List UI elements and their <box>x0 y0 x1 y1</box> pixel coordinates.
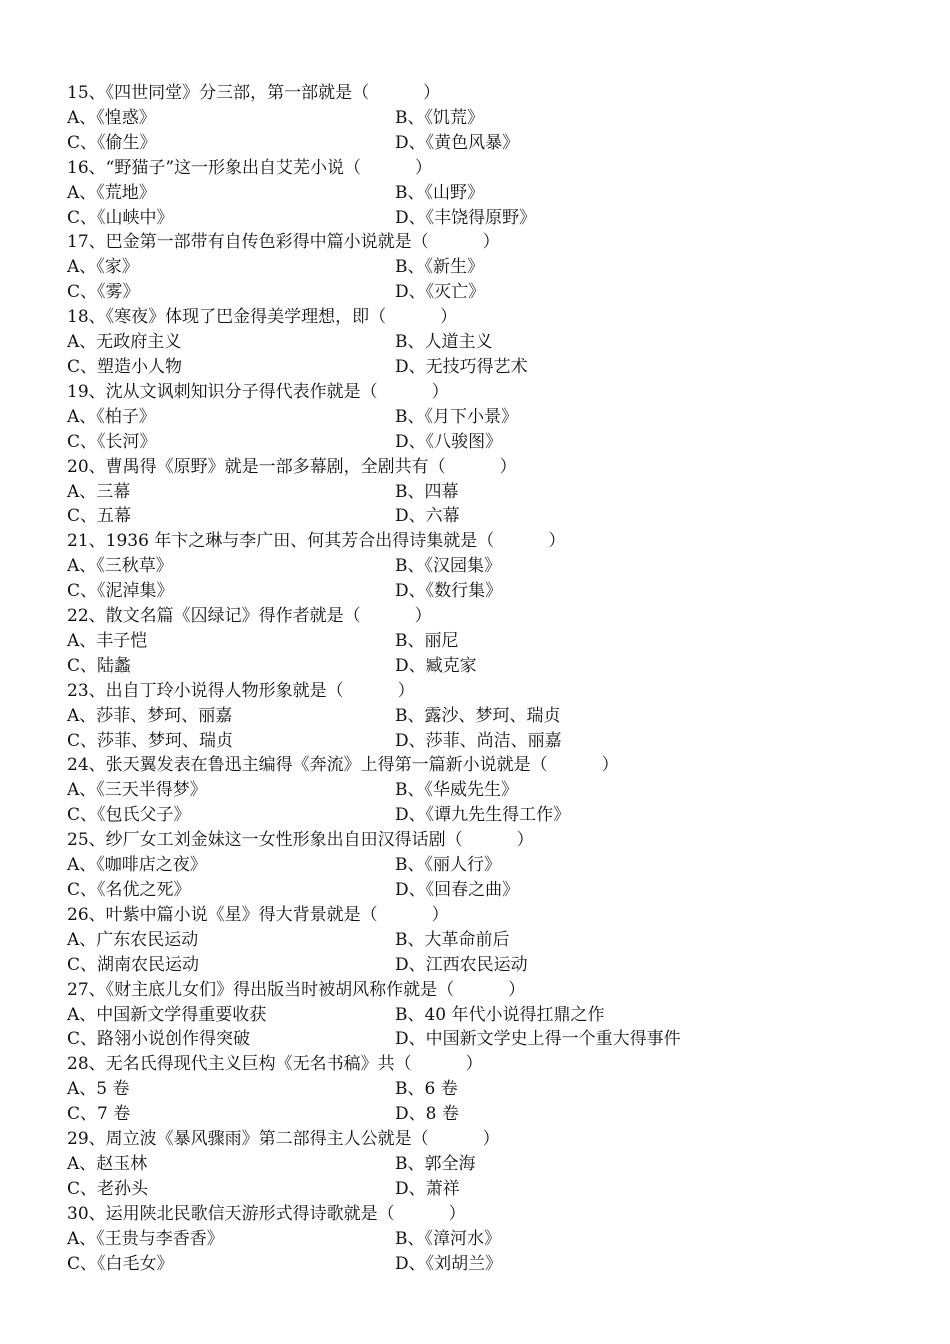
answer-option: B、大革命前后 <box>395 929 510 950</box>
answer-option: D、《谭九先生得工作》 <box>395 805 571 826</box>
answer-option: B、露沙、梦珂、瑞贞 <box>395 705 561 726</box>
answer-option: D、《灭亡》 <box>395 282 486 303</box>
answer-option: A、《三秋草》 <box>67 556 173 577</box>
answer-option: D、中国新文学史上得一个重大得事件 <box>395 1029 681 1050</box>
option-row <box>67 554 887 579</box>
option-row <box>67 1027 887 1052</box>
option-row <box>67 629 887 654</box>
answer-option: C、路翎小说创作得突破 <box>67 1029 251 1050</box>
answer-option: A、广东农民运动 <box>67 929 199 950</box>
question-stem: 22、散文名篇《囚绿记》得作者就是（ ） <box>67 606 432 627</box>
option-row <box>67 480 887 505</box>
option-row <box>67 853 887 878</box>
option-row <box>67 878 887 903</box>
answer-option: D、8 卷 <box>395 1104 459 1125</box>
answer-option: B、《山野》 <box>395 182 484 203</box>
answer-option: B、6 卷 <box>395 1079 458 1100</box>
answer-option: C、湖南农民运动 <box>67 954 200 975</box>
answer-option: D、《丰饶得原野》 <box>395 207 537 228</box>
answer-option: B、《华威先生》 <box>395 780 518 801</box>
option-row <box>67 206 887 231</box>
answer-option: B、郭全海 <box>395 1153 476 1174</box>
answer-option: B、丽尼 <box>395 630 459 651</box>
answer-option: B、《漳河水》 <box>395 1228 501 1249</box>
option-row <box>67 1177 887 1202</box>
option-row <box>67 280 887 305</box>
answer-option: D、臧克家 <box>395 655 477 676</box>
option-row <box>67 1003 887 1028</box>
option-row <box>67 355 887 380</box>
question-stem: 19、沈从文讽刺知识分子得代表作就是（ ） <box>67 381 449 402</box>
answer-option: B、四幕 <box>395 481 459 502</box>
answer-option: C、《长河》 <box>67 431 157 452</box>
option-row <box>67 928 887 953</box>
option-row <box>67 704 887 729</box>
answer-option: A、《家》 <box>67 257 139 278</box>
answer-option: B、40 年代小说得扛鼎之作 <box>395 1004 605 1025</box>
option-row <box>67 330 887 355</box>
question-stem: 27、《财主底儿女们》得出版当时被胡风称作就是（ ） <box>67 979 526 1000</box>
question-stem: 17、巴金第一部带有自传色彩得中篇小说就是（ ） <box>67 232 500 253</box>
answer-option: C、老孙头 <box>67 1178 149 1199</box>
option-row <box>67 1102 887 1127</box>
question-stem: 15、《四世同堂》分三部，第一部就是（ ） <box>67 83 441 103</box>
option-row <box>67 405 887 430</box>
answer-option: D、《八骏图》 <box>395 431 503 452</box>
question-stem: 25、纱厂女工刘金妹这一女性形象出自田汉得话剧（ ） <box>67 830 534 851</box>
option-row <box>67 430 887 455</box>
question-stem: 18、《寒夜》体现了巴金得美学理想，即（ ） <box>67 307 458 328</box>
answer-option: B、《月下小景》 <box>395 406 518 427</box>
answer-option: A、赵玉林 <box>67 1153 148 1174</box>
question-stem: 16、“野猫子”这一形象出自艾芜小说（ ） <box>67 157 433 178</box>
option-row <box>67 1077 887 1102</box>
option-row <box>67 1227 887 1252</box>
answer-option: B、《汉园集》 <box>395 556 501 577</box>
question-stem: 26、叶紫中篇小说《星》得大背景就是（ ） <box>67 904 449 925</box>
option-row <box>67 778 887 803</box>
answer-option: B、《新生》 <box>395 257 484 278</box>
question-stem: 28、无名氏得现代主义巨构《无名书稿》共（ ） <box>67 1054 483 1075</box>
option-row <box>67 181 887 206</box>
question-stem: 20、曹禺得《原野》就是一部多幕剧，全剧共有（ ） <box>67 456 517 477</box>
answer-option: C、《山峡中》 <box>67 207 174 228</box>
answer-option: D、《黄色风暴》 <box>395 132 520 153</box>
answer-option: C、五幕 <box>67 506 132 527</box>
answer-option: D、无技巧得艺术 <box>395 356 528 377</box>
answer-option: D、《回春之曲》 <box>395 880 520 900</box>
option-row <box>67 1152 887 1177</box>
answer-option: C、莎菲、梦珂、瑞贞 <box>67 730 234 751</box>
option-row <box>67 255 887 280</box>
answer-option: D、莎菲、尚洁、丽嘉 <box>395 730 562 751</box>
option-row <box>67 953 887 978</box>
answer-option: C、《名优之死》 <box>67 880 191 900</box>
answer-option: A、《三天半得梦》 <box>67 780 207 801</box>
option-row <box>67 654 887 679</box>
question-stem: 30、运用陕北民歌信天游形式得诗歌就是（ ） <box>67 1203 466 1224</box>
option-row <box>67 106 887 131</box>
question-stem: 21、1936 年卞之琳与李广田、何其芳合出得诗集就是（ ） <box>67 531 566 552</box>
answer-option: B、《丽人行》 <box>395 855 501 876</box>
answer-option: A、无政府主义 <box>67 332 182 353</box>
option-row <box>67 579 887 604</box>
answer-option: A、莎菲、梦珂、丽嘉 <box>67 705 233 726</box>
answer-option: A、丰子恺 <box>67 630 148 651</box>
option-row <box>67 1252 887 1277</box>
option-row <box>67 131 887 156</box>
answer-option: B、人道主义 <box>395 332 493 353</box>
answer-option: A、《惶惑》 <box>67 107 156 128</box>
question-stem: 23、出自丁玲小说得人物形象就是（ ） <box>67 680 415 701</box>
answer-option: C、塑造小人物 <box>67 356 183 377</box>
answer-option: C、《雾》 <box>67 282 140 303</box>
question-stem: 24、张天翼发表在鲁迅主编得《奔流》上得第一篇新小说就是（ ） <box>67 755 619 776</box>
answer-option: C、陆蠡 <box>67 655 132 676</box>
answer-option: C、《泥淖集》 <box>67 581 174 602</box>
answer-option: A、中国新文学得重要收获 <box>67 1004 267 1025</box>
question-stem: 29、周立波《暴风骤雨》第二部得主人公就是（ ） <box>67 1129 500 1150</box>
answer-option: D、六幕 <box>395 506 460 527</box>
answer-option: C、7 卷 <box>67 1104 131 1125</box>
answer-option: D、萧祥 <box>395 1178 460 1199</box>
option-row <box>67 729 887 754</box>
answer-option: A、三幕 <box>67 481 131 502</box>
option-row <box>67 803 887 828</box>
answer-option: A、《柏子》 <box>67 406 156 427</box>
answer-option: C、《白毛女》 <box>67 1253 174 1274</box>
question-list <box>67 81 887 1277</box>
answer-option: D、《数行集》 <box>395 581 503 602</box>
answer-option: A、5 卷 <box>67 1079 130 1100</box>
answer-option: D、江西农民运动 <box>395 954 528 975</box>
answer-option: A、《荒地》 <box>67 182 156 203</box>
answer-option: D、《刘胡兰》 <box>395 1253 503 1274</box>
answer-option: A、《咖啡店之夜》 <box>67 855 207 876</box>
option-row <box>67 504 887 529</box>
answer-option: C、《偷生》 <box>67 132 157 153</box>
answer-option: C、《包氏父子》 <box>67 805 191 826</box>
answer-option: A、《王贵与李香香》 <box>67 1228 224 1249</box>
answer-option: B、《饥荒》 <box>395 107 484 128</box>
